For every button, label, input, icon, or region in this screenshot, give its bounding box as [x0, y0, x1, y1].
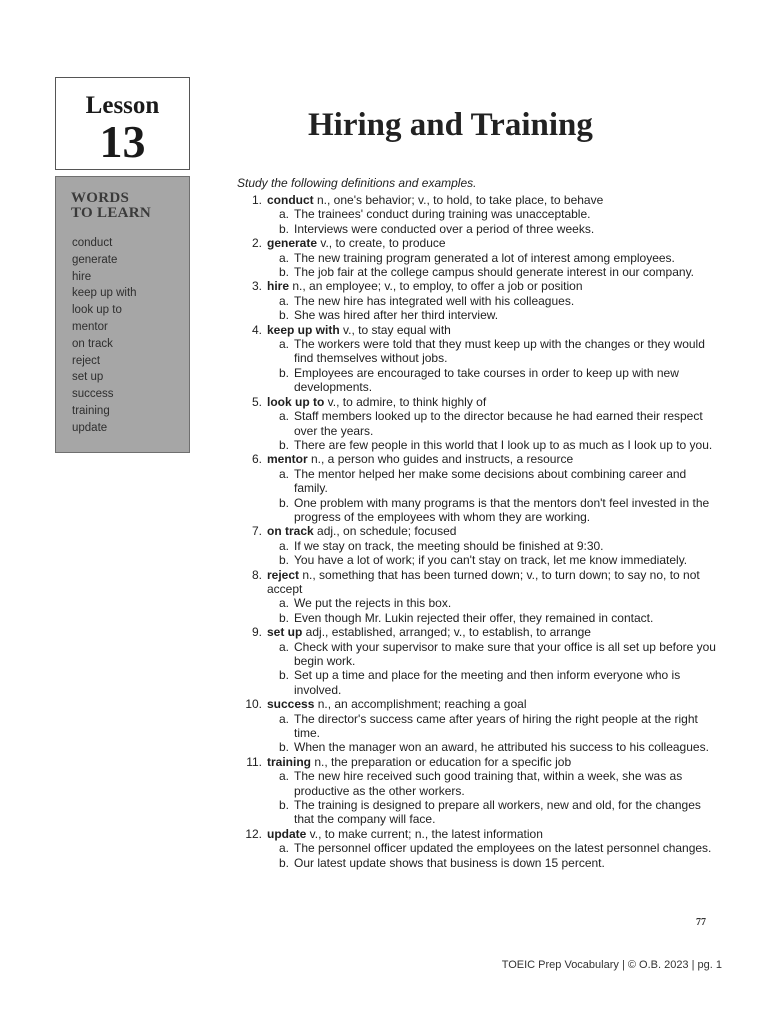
entry-definition: v., to make current; n., the latest information: [306, 826, 543, 841]
definition-entry: [236, 193, 716, 236]
example-text: The workers were told that they must keep up with the changes or they would find themselves without jobs.: [294, 337, 705, 366]
example-text: The director's success came after years of hiring the right people at the right time.: [294, 711, 698, 741]
entry-term: generate: [267, 236, 318, 251]
example-item: [267, 308, 716, 322]
page-number: 77: [696, 917, 706, 928]
entry-definition: v., to stay equal with: [339, 322, 451, 337]
example-letter: b.: [278, 365, 289, 380]
example-letter: a.: [278, 841, 289, 856]
entry-number: 9.: [251, 625, 262, 640]
entry-definition: adj., on schedule; focused: [313, 524, 457, 539]
example-letter: b.: [278, 437, 289, 452]
example-letter: a.: [278, 409, 289, 424]
example-item: [267, 251, 716, 265]
example-text: You have a lot of work; if you can't stay on track, let me know immediately.: [294, 553, 688, 568]
example-item: [267, 222, 716, 236]
example-letter: a.: [278, 769, 289, 784]
example-letter: a.: [278, 337, 289, 352]
example-text: Even though Mr. Lukin rejected their offer, they remained in contact.: [294, 610, 654, 625]
entry-term: reject: [267, 567, 300, 582]
entry-number: 12.: [245, 826, 262, 841]
entry-number: 6.: [251, 452, 262, 467]
example-letter: a.: [278, 538, 289, 553]
definition-entry: [236, 568, 716, 626]
entry-number: 8.: [251, 567, 262, 582]
definition-list: [236, 193, 716, 870]
entry-number: 2.: [251, 236, 262, 251]
entry-number: 1.: [251, 193, 262, 207]
entry-term: look up to: [267, 394, 325, 409]
entry-heading: [267, 568, 716, 597]
example-text: The new training program generated a lot of interest among employees.: [294, 250, 675, 265]
example-text: The new hire has integrated well with his colleagues.: [294, 293, 575, 308]
example-item: [267, 640, 716, 669]
entry-number: 10.: [245, 697, 262, 712]
word-item: keep up with: [72, 287, 137, 300]
example-letter: a.: [278, 639, 289, 654]
entry-number: 7.: [251, 524, 262, 539]
example-text: Staff members looked up to the director because he had earned their respect over the years.: [294, 409, 703, 438]
word-item: mentor: [72, 320, 108, 333]
definition-entry: [236, 625, 716, 697]
example-letter: a.: [278, 711, 289, 726]
example-text: There are few people in this world that I look up to as much as I look up to you.: [294, 437, 713, 452]
entry-definition: v., to create, to produce: [317, 236, 446, 251]
example-letter: a.: [278, 207, 289, 222]
example-text: The new hire received such good training that, within a week, she was as productive as the other workers.: [294, 769, 683, 798]
words-to-learn-title: [71, 191, 151, 221]
example-text: Our latest update shows that business is down 15 percent.: [294, 855, 605, 870]
example-letter: b.: [278, 668, 289, 683]
definition-entry: [236, 323, 716, 395]
entry-term: keep up with: [267, 322, 340, 337]
example-item: [267, 496, 716, 525]
entry-definition: n., something that has been turned down; v., to turn down; to say no, to not accept: [267, 567, 700, 596]
entry-term: training: [267, 754, 311, 769]
words-list: [72, 235, 137, 437]
example-letter: b.: [278, 308, 289, 323]
word-item: hire: [72, 270, 92, 283]
entry-heading: [267, 755, 716, 769]
example-text: Employees are encouraged to take courses in order to keep up with new developments.: [294, 365, 679, 395]
entry-heading: [267, 279, 716, 293]
example-text: She was hired after her third interview.: [294, 308, 499, 323]
words-title-line1: WORDS: [71, 190, 130, 206]
word-item: conduct: [72, 237, 113, 249]
example-text: The trainees' conduct during training was unacceptable.: [294, 207, 591, 222]
example-letter: a.: [278, 596, 289, 611]
example-item: [267, 265, 716, 279]
entry-term: success: [267, 697, 315, 712]
entry-heading: [267, 323, 716, 337]
entry-number: 4.: [251, 322, 262, 337]
example-letter: b.: [278, 740, 289, 755]
entry-heading: [267, 395, 716, 409]
entry-heading: [267, 697, 716, 711]
page-title: Hiring and Training: [308, 107, 593, 143]
example-text: Check with your supervisor to make sure that your office is all set up before you begin work.: [294, 639, 716, 668]
lesson-box: [55, 77, 190, 170]
entry-definition: n., an accomplishment; reaching a goal: [314, 697, 527, 712]
example-letter: b.: [278, 221, 289, 236]
example-text: Set up a time and place for the meeting and then inform everyone who is involved.: [294, 668, 681, 697]
lesson-number: 13: [99, 116, 146, 167]
entry-heading: [267, 625, 716, 639]
example-item: [267, 337, 716, 366]
word-item: success: [72, 388, 114, 401]
words-title-line2: TO LEARN: [71, 205, 152, 221]
example-letter: a.: [278, 293, 289, 308]
definition-entry: [236, 395, 716, 453]
lesson-label: Lesson: [85, 92, 160, 119]
definition-entry: [236, 524, 716, 567]
example-item: [267, 467, 716, 496]
definition-entry: [236, 279, 716, 322]
example-text: When the manager won an award, he attributed his success to his colleagues.: [294, 740, 709, 755]
example-text: The mentor helped her make some decisions about combining career and family.: [294, 466, 687, 496]
example-item: [267, 438, 716, 452]
example-text: We put the rejects in this box.: [294, 596, 452, 611]
example-item: [267, 207, 716, 221]
entry-heading: [267, 452, 716, 466]
example-text: The job fair at the college campus should generate interest in our company.: [294, 265, 695, 280]
example-letter: a.: [278, 250, 289, 265]
footer-text: TOEIC Prep Vocabulary | © O.B. 2023 | pg. 1: [501, 959, 722, 971]
entry-number: 5.: [251, 394, 262, 409]
word-item: look up to: [72, 304, 122, 317]
entry-definition: n., one's behavior; v., to hold, to take place, to behave: [313, 193, 604, 207]
entry-heading: [267, 193, 716, 207]
entry-heading: [267, 524, 716, 538]
words-to-learn-box: [55, 176, 190, 453]
definition-entry: [236, 755, 716, 827]
example-text: If we stay on track, the meeting should be finished at 9:30.: [294, 538, 604, 553]
word-item: on track: [72, 337, 113, 350]
example-item: [267, 553, 716, 567]
entry-definition: adj., established, arranged; v., to establish, to arrange: [302, 625, 591, 640]
entry-term: set up: [267, 625, 303, 640]
example-item: [267, 366, 716, 395]
example-letter: b.: [278, 610, 289, 625]
entry-term: hire: [267, 279, 290, 294]
entry-term: mentor: [267, 452, 308, 467]
example-item: [267, 409, 716, 438]
entry-definition: n., an employee; v., to employ, to offer a job or position: [289, 279, 583, 294]
definition-entry: [236, 452, 716, 524]
word-item: generate: [72, 253, 118, 266]
entry-definition: n., a person who guides and instructs, a resource: [307, 452, 574, 467]
example-text: One problem with many programs is that the mentors don't feel invested in the progress of the employees with whom they are working.: [294, 495, 710, 524]
entry-definition: n., the preparation or education for a specific job: [311, 754, 572, 769]
entry-heading: [267, 236, 716, 250]
example-item: [267, 856, 716, 870]
example-item: [267, 769, 716, 798]
entry-number: 3.: [251, 279, 262, 294]
example-item: [267, 740, 716, 754]
example-letter: b.: [278, 855, 289, 870]
example-letter: b.: [278, 553, 289, 568]
example-text: The personnel officer updated the employees on the latest personnel changes.: [294, 841, 712, 856]
definition-entry: [236, 827, 716, 870]
example-item: [267, 539, 716, 553]
word-item: reject: [72, 354, 101, 367]
example-text: Interviews were conducted over a period of three weeks.: [294, 221, 595, 236]
example-item: [267, 668, 716, 697]
entry-term: conduct: [267, 193, 314, 207]
entry-heading: [267, 827, 716, 841]
example-letter: b.: [278, 798, 289, 813]
example-letter: b.: [278, 495, 289, 510]
example-item: [267, 798, 716, 827]
definition-entry: [236, 236, 716, 279]
word-item: update: [72, 421, 108, 434]
word-item: training: [72, 404, 110, 417]
example-item: [267, 712, 716, 741]
example-item: [267, 596, 716, 610]
entry-definition: v., to admire, to think highly of: [324, 394, 487, 409]
example-text: The training is designed to prepare all workers, new and old, for the changes that the company will face.: [294, 798, 701, 827]
example-letter: b.: [278, 265, 289, 280]
example-item: [267, 841, 716, 855]
entry-term: update: [267, 826, 307, 841]
entry-number: 11.: [246, 754, 262, 769]
word-item: set up: [72, 371, 104, 384]
example-item: [267, 611, 716, 625]
example-item: [267, 294, 716, 308]
example-letter: a.: [278, 466, 289, 481]
definition-entry: [236, 697, 716, 755]
entry-term: on track: [267, 524, 314, 539]
intro-text: Study the following definitions and examples.: [237, 176, 477, 190]
